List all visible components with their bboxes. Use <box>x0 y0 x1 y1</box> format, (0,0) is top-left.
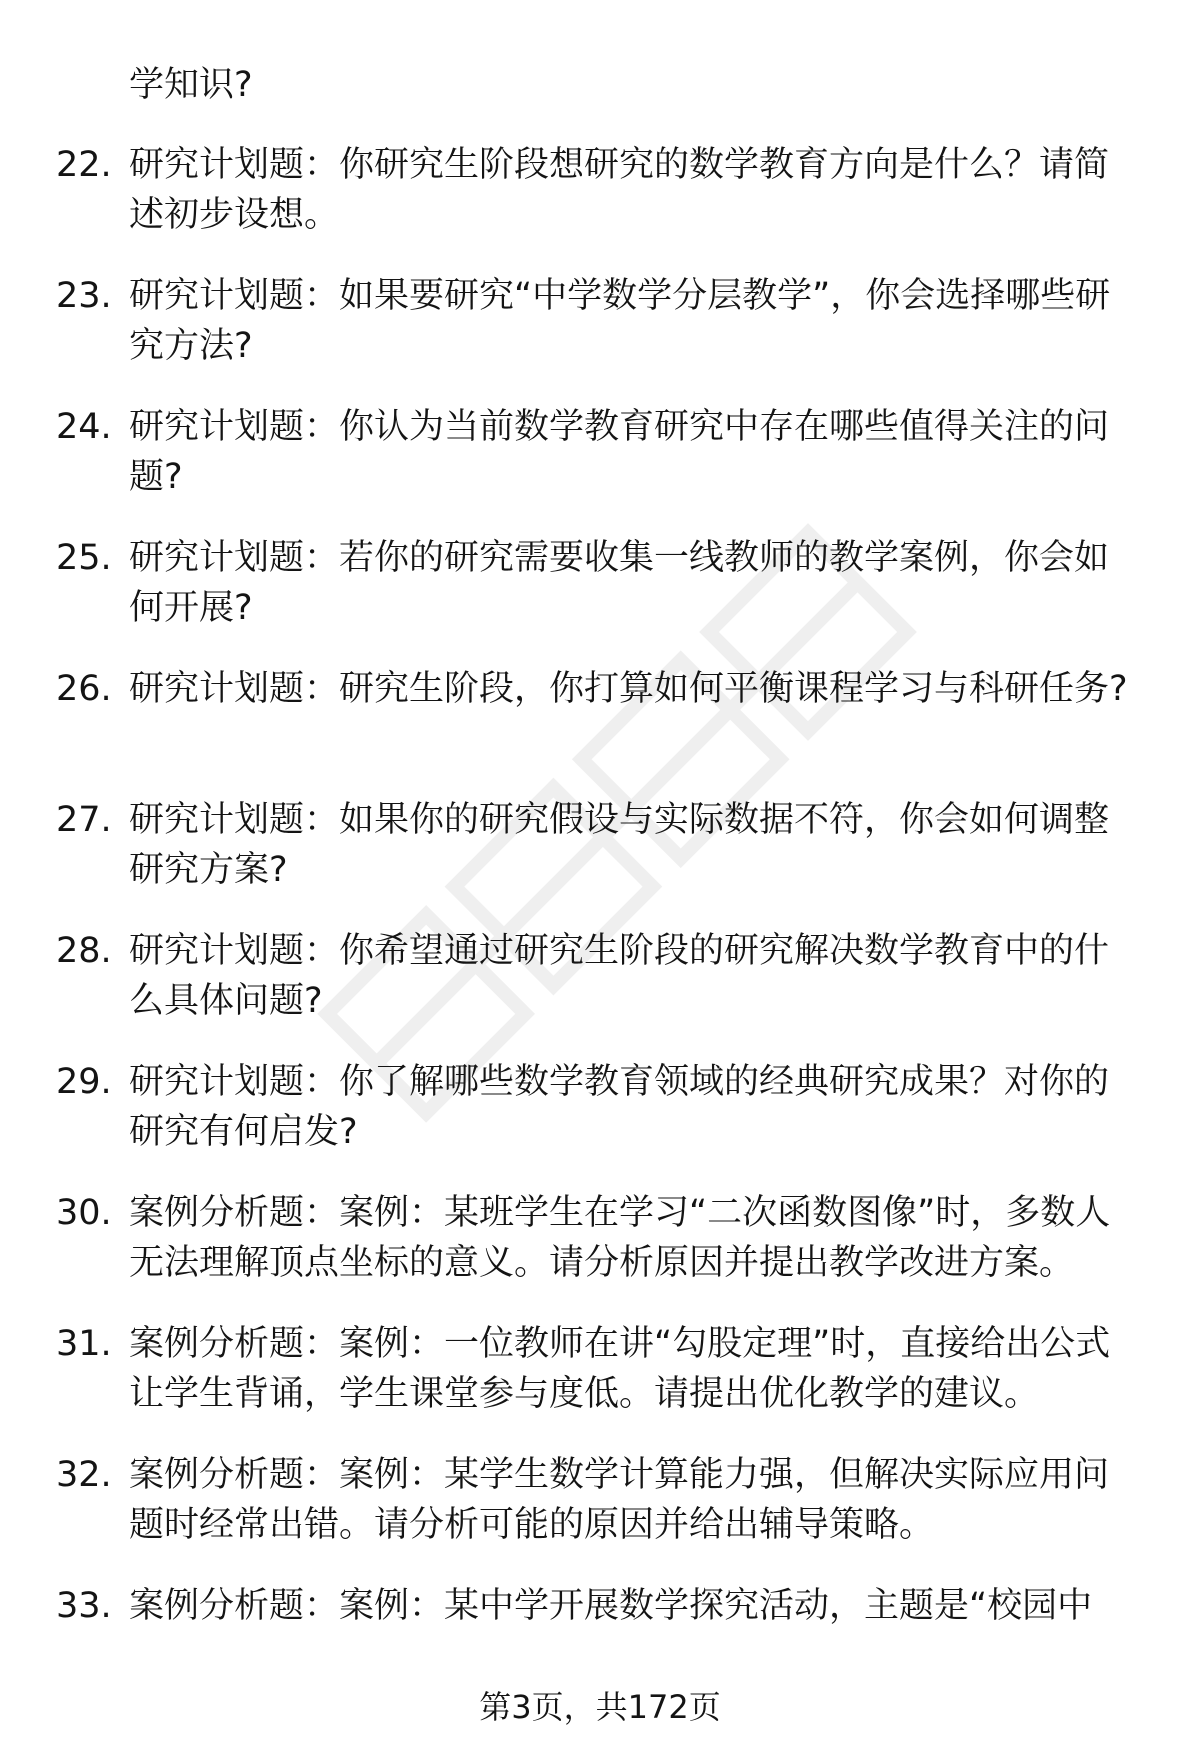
item-text: 案例分析题：案例：某学生数学计算能力强，但解决实际应用问题时经常出错。请分析可能的原因并给出辅导策略。 <box>129 1455 1110 1545</box>
item-number: 23. <box>56 276 112 316</box>
item-number: 31. <box>56 1324 112 1364</box>
list-item <box>0 795 1200 926</box>
item-number: 32. <box>56 1455 112 1495</box>
item-number: 25. <box>56 538 112 578</box>
list-item <box>0 140 1200 271</box>
list-item <box>0 664 1200 795</box>
item-number: 24. <box>56 407 112 447</box>
item-number: 27. <box>56 800 112 840</box>
list-item <box>0 271 1200 402</box>
question-list <box>0 140 1200 1712</box>
list-item <box>0 1057 1200 1188</box>
page-footer: 第3页，共172页 <box>479 1688 721 1726</box>
item-text: 研究计划题：你认为当前数学教育研究中存在哪些值得关注的问题? <box>129 407 1110 497</box>
item-text: 研究计划题：若你的研究需要收集一线教师的教学案例，你会如何开展? <box>129 538 1110 628</box>
continuation-text: 学知识? <box>129 65 253 105</box>
item-number: 29. <box>56 1062 112 1102</box>
list-item <box>0 1188 1200 1319</box>
list-item <box>0 1319 1200 1450</box>
list-item <box>0 533 1200 664</box>
item-text: 研究计划题：如果你的研究假设与实际数据不符，你会如何调整研究方案? <box>129 800 1110 890</box>
list-item <box>0 402 1200 533</box>
item-text: 案例分析题：案例：一位教师在讲“勾股定理”时，直接给出公式让学生背诵，学生课堂参与度低。请提出优化教学的建议。 <box>129 1324 1111 1414</box>
list-item <box>0 1450 1200 1581</box>
item-number: 22. <box>56 145 112 185</box>
item-number: 28. <box>56 931 112 971</box>
item-number: 33. <box>56 1586 112 1626</box>
item-text: 研究计划题：如果要研究“中学数学分层教学”，你会选择哪些研究方法? <box>129 276 1111 366</box>
item-text: 研究计划题：你希望通过研究生阶段的研究解决数学教育中的什么具体问题? <box>129 931 1110 1021</box>
item-text: 研究计划题：你了解哪些数学教育领域的经典研究成果？对你的研究有何启发? <box>129 1062 1110 1152</box>
item-text: 研究计划题：你研究生阶段想研究的数学教育方向是什么？请简述初步设想。 <box>129 145 1110 235</box>
item-text: 研究计划题：研究生阶段，你打算如何平衡课程学习与科研任务? <box>129 669 1128 709</box>
item-number: 26. <box>56 669 112 709</box>
item-text: 案例分析题：案例：某中学开展数学探究活动，主题是“校园中 <box>129 1586 1093 1626</box>
list-item <box>0 926 1200 1057</box>
item-text: 案例分析题：案例：某班学生在学习“二次函数图像”时，多数人无法理解顶点坐标的意义。请分析原因并提出教学改进方案。 <box>129 1193 1111 1283</box>
item-number: 30. <box>56 1193 112 1233</box>
